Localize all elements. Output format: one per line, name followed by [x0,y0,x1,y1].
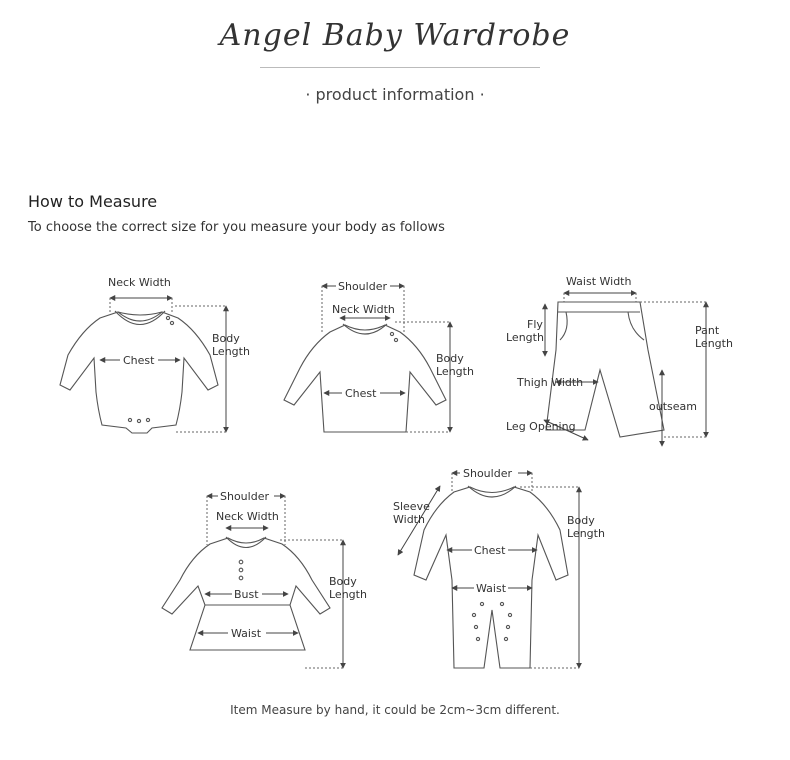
bodysuit-figure [60,276,250,433]
bodysuit-length-label: Length [212,345,250,358]
tshirt-figure [284,279,474,432]
pants-pant-label: Pant [695,324,720,337]
romper-width-label: Width [393,513,425,526]
romper-chest-label: Chest [474,544,506,557]
dress-bust-label: Bust [234,588,259,601]
bodysuit-body-label: Body [212,332,240,345]
romper-shoulder-label: Shoulder [463,467,512,480]
romper-figure [393,466,605,668]
dress-figure [162,489,367,668]
tshirt-outline [284,325,446,432]
bodysuit-chest-label: Chest [123,354,155,367]
romper-outline [414,487,568,668]
romper-length-label: Length [567,527,605,540]
footer-note: Item Measure by hand, it could be 2cm~3cm different. [230,703,560,717]
tshirt-chest-label: Chest [345,387,377,400]
brand-title: Angel Baby Wardrobe [219,18,571,53]
dress-shoulder-label: Shoulder [220,490,269,503]
pants-waist-width-label: Waist Width [566,275,632,288]
dress-body-label: Body [329,575,357,588]
how-to-measure-subtitle: To choose the correct size for you measure your body as follows [28,220,445,235]
tshirt-shoulder-label: Shoulder [338,280,387,293]
bodysuit-outline [60,312,218,433]
how-to-measure-title: How to Measure [28,192,158,211]
pants-leg-opening-label: Leg Opening [506,420,576,433]
pants-pant-length-label: Length [695,337,733,350]
tshirt-body-label: Body [436,352,464,365]
dress-waist-label: Waist [231,627,262,640]
pants-figure [506,275,733,446]
dress-length-label: Length [329,588,367,601]
romper-sleeve-label: Sleeve [393,500,430,513]
pants-outline [546,302,664,437]
pants-outseam-label: outseam [649,400,697,413]
pants-thigh-width-label: Thigh Width [517,376,584,389]
section-label: · product information · [305,85,485,104]
dress-neck-width-label: Neck Width [216,510,279,523]
tshirt-length-label: Length [436,365,474,378]
romper-body-label: Body [567,514,595,527]
romper-waist-label: Waist [476,582,507,595]
pants-fly-length-label: Length [506,331,544,344]
tshirt-neck-width-label: Neck Width [332,303,395,316]
pants-fly-label: Fly [527,318,543,331]
bodysuit-neck-width-label: Neck Width [108,276,171,289]
